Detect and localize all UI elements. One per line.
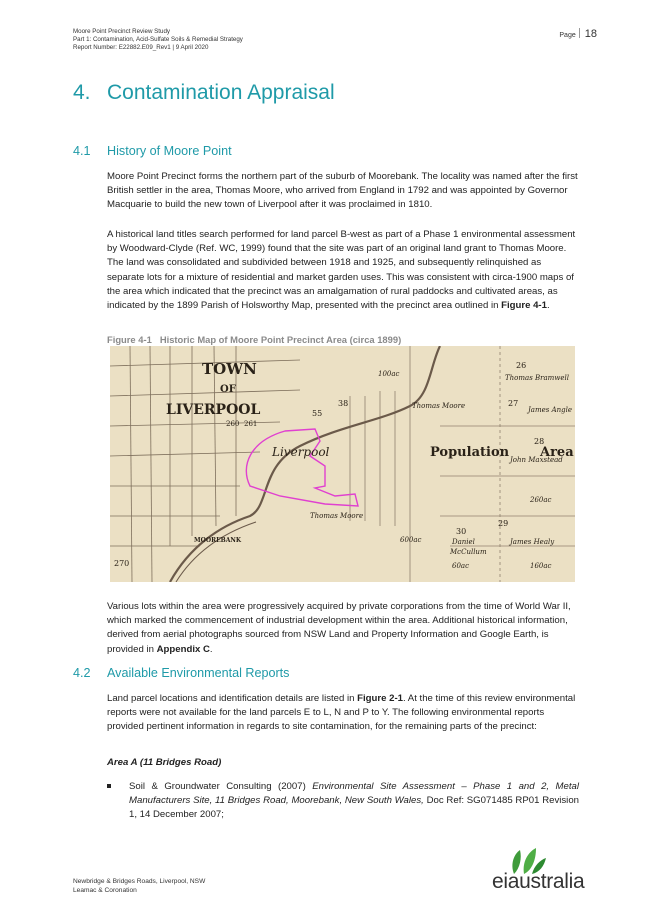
- map-label-lot-55: 55: [312, 409, 323, 418]
- historic-map: [110, 346, 575, 582]
- map-label-600ac: 600ac: [400, 536, 422, 544]
- page-label: Page: [559, 32, 576, 39]
- map-label-of: OF: [220, 384, 236, 395]
- citation-ref: Doc Ref: SG071485 RP01 Revision 1, 14 December 2007;: [129, 795, 579, 821]
- area-a-heading: Area A (11 Bridges Road): [107, 757, 222, 768]
- bullet-icon: [107, 784, 111, 788]
- map-label-john-maxstead: John Maxstead: [510, 456, 563, 464]
- report-citation: [129, 780, 579, 823]
- map-label-lot-38: 38: [338, 399, 349, 408]
- map-label-lot-28: 28: [534, 437, 545, 446]
- document-header: [73, 28, 243, 53]
- map-label-260: 260: [226, 420, 240, 428]
- map-label-261: 261: [244, 420, 258, 428]
- paragraph-4: [107, 692, 579, 735]
- map-label-population: Population: [430, 445, 510, 460]
- paragraph-1: Moore Point Precinct forms the northern part of the suburb of Moorebank. The locality was named after the first British settler in the area, Thomas Moore, who arrived from England in 1792 and was appointed by Governor Macquarie to build the new town of Liverpool after it was proclaimed in 1810.: [107, 171, 578, 211]
- report-list-item: [107, 780, 579, 823]
- paragraph-2-end: .: [546, 300, 550, 312]
- map-label-lot-270: 270: [114, 559, 130, 568]
- map-label-lot-26: 26: [516, 361, 527, 370]
- map-label-town: TOWN: [202, 360, 257, 378]
- subsection-title: Available Environmental Reports: [107, 666, 290, 680]
- eiaustralia-logo: [492, 848, 596, 894]
- section-heading: [73, 80, 579, 106]
- paragraph-4-end: . At the time of this review environmental reports were not available for the land parcels E to L, N and P to Y. The following environmental reports provided pertinent information in regards to site contamination, for the remaining parts of the precinct:: [107, 693, 576, 733]
- paragraph-2: [107, 228, 579, 313]
- figure-caption: [107, 334, 401, 345]
- paragraph-3: [107, 600, 579, 657]
- subsection-heading-reports: [73, 665, 289, 681]
- map-label-260ac: 260ac: [530, 496, 552, 504]
- map-label-thomas-moore-1: Thomas Moore: [412, 402, 466, 410]
- subsection-heading-history: [73, 143, 232, 159]
- header-line-3: Report Number: E22882.E09_Rev1 | 9 April 2020: [73, 44, 209, 52]
- figure-ref-link[interactable]: Figure 4-1: [501, 300, 547, 312]
- page-content: [73, 80, 579, 821]
- section-title: Contamination Appraisal: [107, 81, 335, 104]
- map-label-thomas-moore-2: Thomas Moore: [310, 512, 364, 520]
- subsection-number: 4.1: [73, 144, 91, 158]
- citation-author: Soil & Groundwater Consulting (2007): [129, 781, 313, 792]
- map-label-james-healy: James Healy: [510, 538, 555, 546]
- figure-2-1-ref-link[interactable]: Figure 2-1: [357, 693, 403, 704]
- section-number: 4.: [73, 81, 91, 104]
- map-label-daniel: Daniel: [452, 538, 475, 546]
- map-label-liverpool: LIVERPOOL: [166, 402, 261, 418]
- map-label-thomas-bramwell: Thomas Bramwell: [505, 374, 569, 382]
- page-number-value: 18: [584, 28, 597, 40]
- map-label-mccullum: McCullum: [450, 548, 487, 556]
- figure-label: Figure 4-1: [107, 334, 152, 345]
- map-label-100ac: 100ac: [378, 370, 400, 378]
- map-label-james-angle: James Angle: [528, 406, 573, 414]
- map-label-liverpool-script: Liverpool: [272, 445, 330, 459]
- footer-line-1: Newbridge & Bridges Roads, Liverpool, NSW: [73, 878, 206, 885]
- logo-text: eiaustralia: [492, 870, 585, 893]
- map-label-160ac: 160ac: [530, 562, 552, 570]
- map-label-area: Area: [540, 445, 574, 460]
- map-label-moorebank: MOOREBANK: [194, 537, 242, 544]
- page-number: [559, 28, 597, 40]
- paragraph-3-text: Various lots within the area were progressively acquired by private corporations from the time of World War II, which marked the commencement of industrial development within the area. Additional historical information, derived from aerial photographs sourced from NSW Land and Property Information and Google Earth, is provided in: [107, 601, 571, 655]
- subsection-title: History of Moore Point: [107, 144, 232, 158]
- footer-line-2: Leamac & Coronation: [73, 887, 137, 894]
- header-line-1: Moore Point Precinct Review Study: [73, 28, 170, 35]
- appendix-ref-link[interactable]: Appendix C: [156, 643, 210, 655]
- map-label-lot-29: 29: [498, 519, 509, 528]
- map-label-60ac: 60ac: [452, 562, 470, 570]
- document-footer: [73, 877, 205, 895]
- paragraph-4-text: Land parcel locations and identification details are listed in: [107, 693, 358, 704]
- subsection-number: 4.2: [73, 666, 91, 680]
- header-line-2: Part 1: Contamination, Acid-Sulfate Soils & Remedial Strategy: [73, 36, 243, 44]
- paragraph-3-end: .: [209, 643, 213, 655]
- paragraph-2-text: A historical land titles search performed for land parcel B-west as part of a Phase 1 environmental assessment by Woodward-Clyde (Ref. WC, 1999) found that the site was part of an original land grant to Thomas Moore. The land was consolidated and subdivided between 1918 and 1925, and subsequently relinquished as separate lots for a mixture of residential and market garden uses. This was consistent with circa-1900 maps of the area which indicated that the precinct was an amalgamation of rural paddocks and cultivated areas, as indicated by the 1899 Parish of Holsworthy Map, presented with the precinct area outlined in: [107, 229, 576, 312]
- historic-map-graphic: [110, 346, 575, 582]
- figure-title: Historic Map of Moore Point Precinct Area (circa 1899): [159, 334, 402, 345]
- map-label-lot-27: 27: [508, 399, 519, 408]
- map-label-lot-30: 30: [456, 527, 467, 536]
- citation-title: Environmental Site Assessment – Phase 1 and 2, Metal Manufacturers Site, 11 Bridges Road, Moorebank, New South Wales,: [129, 781, 579, 807]
